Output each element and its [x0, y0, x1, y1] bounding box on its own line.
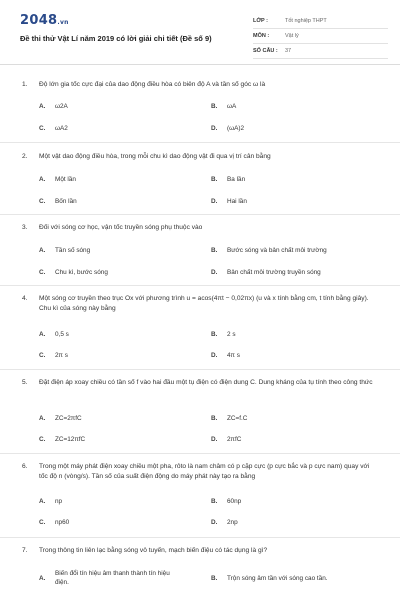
question-body: Một vật dao động điều hòa, trong mỗi chu kì dao động vật đi qua vị trí cân bằng	[39, 153, 271, 160]
option-a[interactable]	[39, 414, 189, 423]
meta-value: Tốt nghiệp THPT	[285, 18, 327, 24]
question-body: Độ lớn gia tốc cực đại của dao động điều hòa có biên độ A và tần số góc ω là	[39, 81, 266, 88]
option-d[interactable]	[211, 435, 361, 444]
option-b[interactable]	[211, 497, 361, 506]
option-letter: B.	[211, 331, 218, 338]
option-letter: A.	[39, 103, 46, 110]
option-letter: D.	[211, 125, 218, 132]
option-letter: B.	[211, 176, 218, 183]
question-number: 3.	[22, 224, 28, 231]
option-text: np60	[55, 519, 70, 526]
option-c[interactable]	[39, 351, 189, 360]
option-a[interactable]	[39, 175, 189, 184]
header-divider	[0, 64, 400, 65]
option-b[interactable]	[211, 574, 386, 583]
option-text: 60np	[227, 498, 242, 505]
option-text: 4π s	[227, 352, 240, 359]
question-separator	[0, 453, 400, 454]
question-number: 2.	[22, 153, 28, 160]
option-c[interactable]	[39, 268, 189, 277]
option-letter: A.	[39, 575, 46, 582]
option-letter: A.	[39, 176, 46, 183]
option-text: 2π s	[55, 352, 68, 359]
option-letter: B.	[211, 415, 218, 422]
option-d[interactable]	[211, 124, 361, 133]
option-text: (ωA)2	[227, 125, 245, 132]
question-body: Đối với sóng cơ học, vận tốc truyền sóng phụ thuộc vào	[39, 224, 203, 231]
option-a[interactable]	[39, 246, 189, 255]
option-letter: C.	[39, 198, 46, 205]
option-letter: C.	[39, 125, 46, 132]
option-letter: A.	[39, 247, 46, 254]
option-a[interactable]	[39, 330, 189, 339]
option-text: Bước sóng và bản chất môi trường	[227, 247, 327, 254]
option-letter: A.	[39, 415, 46, 422]
option-text: 0,5 s	[55, 331, 69, 338]
option-letter: C.	[39, 519, 46, 526]
question-number: 4.	[22, 295, 28, 302]
option-text: 2 s	[227, 331, 236, 338]
option-d[interactable]	[211, 197, 361, 206]
option-c[interactable]	[39, 124, 189, 133]
question-number: 7.	[22, 547, 28, 554]
option-a[interactable]	[39, 102, 189, 111]
option-d[interactable]	[211, 351, 361, 360]
option-text: ZC=2πfC	[55, 415, 82, 422]
question-number: 1.	[22, 81, 28, 88]
question-number: 6.	[22, 463, 28, 470]
option-letter: B.	[211, 103, 218, 110]
option-c[interactable]	[39, 197, 189, 206]
option-c[interactable]	[39, 518, 189, 527]
option-b[interactable]	[211, 246, 386, 255]
option-text: Bốn lần	[55, 198, 77, 205]
option-letter: B.	[211, 498, 218, 505]
question-text	[22, 378, 378, 388]
option-text: np	[55, 498, 63, 505]
option-b[interactable]	[211, 175, 361, 184]
question-separator	[0, 369, 400, 370]
option-text: Chu kì, bước sóng	[55, 269, 108, 276]
option-text: Biến đổi tín hiệu âm thanh thành tín hiệu điện.	[55, 570, 170, 586]
meta-value: 37	[285, 48, 292, 54]
logo-main: 2048	[20, 13, 58, 28]
question-text	[22, 294, 378, 314]
page-header	[0, 0, 400, 62]
option-text: Ba lần	[227, 176, 246, 183]
option-letter: C.	[39, 436, 46, 443]
question-number: 5.	[22, 379, 28, 386]
meta-key: LỚP :	[253, 18, 268, 24]
meta-row-class	[253, 14, 388, 29]
option-letter: B.	[211, 575, 218, 582]
option-b[interactable]	[211, 414, 361, 423]
question-body: Một sóng cơ truyền theo trục Ox với phương trình u = acos(4πt − 0,02πx) (u và x tính bằng cm, t tính bằng giây). Chu kì của sóng này bằng	[39, 295, 369, 312]
question-text	[22, 462, 378, 482]
option-text: Tần số sóng	[55, 247, 91, 254]
meta-key: MÔN :	[253, 33, 270, 39]
option-text: 2np	[227, 519, 238, 526]
option-text: Bản chất môi trường truyền sóng	[227, 269, 321, 276]
question-separator	[0, 537, 400, 538]
exam-meta	[253, 14, 388, 59]
option-b[interactable]	[211, 330, 361, 339]
question-body: Trong thông tin liên lạc bằng sóng vô tuyến, mạch biến điệu có tác dụng là gì?	[39, 547, 268, 554]
question-text	[22, 223, 378, 233]
meta-key: SỐ CÂU :	[253, 48, 278, 54]
meta-value: Vật lý	[285, 33, 299, 39]
option-text: Hai lần	[227, 198, 247, 205]
option-text: Một lần	[55, 176, 76, 183]
question-separator	[0, 285, 400, 286]
option-text: ωA2	[55, 125, 68, 132]
site-logo[interactable]	[20, 13, 69, 28]
option-letter: D.	[211, 198, 218, 205]
option-letter: B.	[211, 247, 218, 254]
option-text: ωA	[227, 103, 237, 110]
meta-row-count	[253, 44, 388, 59]
question-text	[22, 80, 378, 90]
option-text: ZC=12πfC	[55, 436, 86, 443]
question-body: Đặt điện áp xoay chiều có tần số f vào hai đầu một tụ điện có điện dung C. Dung kháng của tụ tính theo công thức	[39, 379, 373, 386]
meta-row-subject	[253, 29, 388, 44]
option-letter: D.	[211, 352, 218, 359]
option-letter: D.	[211, 436, 218, 443]
question-text	[22, 546, 378, 556]
option-d[interactable]	[211, 518, 361, 527]
logo-suffix: .vn	[57, 19, 69, 26]
option-text: 2πfC	[227, 436, 242, 443]
document-title: Đề thi thử Vật Lí năm 2019 có lời giải chi tiết (Đề số 9)	[20, 34, 212, 43]
option-letter: A.	[39, 331, 46, 338]
option-d[interactable]	[211, 268, 386, 277]
option-b[interactable]	[211, 102, 361, 111]
option-letter: C.	[39, 269, 46, 276]
option-a[interactable]	[39, 569, 174, 587]
option-a[interactable]	[39, 497, 189, 506]
question-separator	[0, 142, 400, 143]
question-text	[22, 152, 378, 162]
option-text: Trộn sóng âm tần với sóng cao tần.	[227, 575, 328, 582]
option-c[interactable]	[39, 435, 189, 444]
option-letter: C.	[39, 352, 46, 359]
option-text: ω2A	[55, 103, 68, 110]
question-separator	[0, 214, 400, 215]
option-text: ZC=f.C	[227, 415, 248, 422]
option-letter: A.	[39, 498, 46, 505]
option-letter: D.	[211, 519, 218, 526]
question-body: Trong một máy phát điện xoay chiều một pha, rôto là nam châm có p cặp cực (p cực bắc và p cực nam) quay với tốc độ n (vòng/s). Tần số của suất điện động do máy phát này tạo ra bằng	[39, 463, 370, 480]
option-letter: D.	[211, 269, 218, 276]
